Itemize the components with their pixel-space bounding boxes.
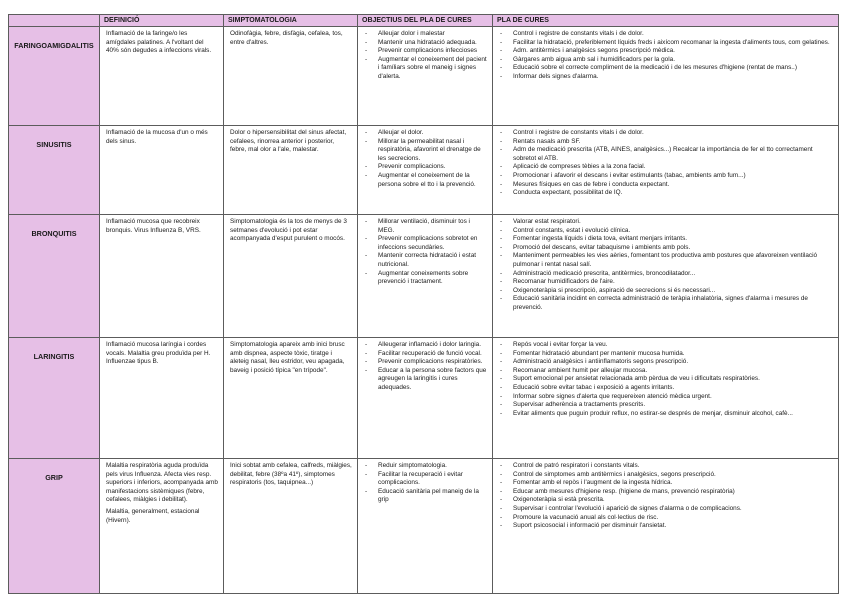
list-item: - Control constants, estat i evolució clínica. (499, 227, 833, 236)
table-row (9, 215, 839, 338)
table-row (9, 126, 839, 215)
list-item: - Informar dels signes d'alarma. (499, 73, 833, 82)
list-item: - Promoció del descans, evitar tabaquisme i ambients amb pols. (499, 244, 833, 253)
header-corner (9, 15, 100, 27)
list-item: - Educar amb mesures d'higiene resp. (higiene de mans, prevenció respiratòria) (499, 488, 833, 497)
definition-cell (100, 459, 224, 594)
list-item: - Fomentar ingesta líquids i dieta tova, evitant menjars irritants. (499, 235, 833, 244)
list-item: - Manteniment permeables les vies aèries, fomentant tos productiva amb postures que afavoreixen ventilació pulmonar i rentat nasal salí. (499, 252, 833, 269)
list-item: - Promoure la vacunació anual als col·lectius de risc. (499, 514, 833, 523)
list-item: - Control i registre de constants vitals i de dolor. (499, 129, 833, 138)
symptoms-cell-text: Inici sobtat amb cefalea, calfreds, miàlgies, debilitat, febre (38ºa 41º), simptomes respiratoris (tos, taquipnea...) (230, 462, 352, 487)
list-item: - Valorar estat respiratori. (499, 218, 833, 227)
objectives-cell (358, 126, 493, 215)
header-definicio: DEFINICIÓ (100, 15, 224, 27)
care-plan-cell-list (499, 218, 833, 313)
list-item: - Recomanar humidificadors de l'aire. (499, 278, 833, 287)
row-header: GRIP (9, 459, 100, 594)
definition-cell-text: Malaltia, generalment, estacional (Hivern). (106, 507, 200, 524)
definition-cell (100, 215, 224, 338)
care-plan-table (8, 14, 839, 594)
list-item: - Augmentar el coneixement de la persona sobre el tto i la prevenció. (364, 172, 487, 189)
list-item: - Prevenir complicacions. (364, 163, 487, 172)
list-item: - Oxigenoteràpia si prescripció, aspiració de secrecions si és necessari... (499, 287, 833, 296)
definition-cell-text: Inflamació de la faringe/o les amígdales palatines. A l'voltant del 40% són degudes a infeccions virals. (106, 30, 212, 55)
definition-cell (100, 27, 224, 126)
list-item: - Prevenir complicacions infeccioses (364, 47, 487, 56)
list-item: - Mesures físiques en cas de febre i conducta expectant. (499, 181, 833, 190)
list-item: - Evitar aliments que puguin produir reflux, no estirar-se després de menjar, disminuir alcohol, cafè... (499, 410, 833, 419)
list-item: - Aplicació de compreses tèbies a la zona facial. (499, 163, 833, 172)
list-item: - Reduir simptomatologia. (364, 462, 487, 471)
symptoms-cell (224, 338, 358, 459)
list-item: - Control de simptomes amb antitèrmics i analgèsics, segons prescripció. (499, 471, 833, 480)
list-item: - Educació sobre el correcte compliment de la medicació i de les mesures d'higiene (rentat de mans..) (499, 64, 833, 73)
symptoms-cell-text: Dolor o hipersensibilitat del sinus afectat, cefalees, rinorrea anterior i posterior, febre, mal olor a l'ale, malestar. (230, 129, 347, 154)
list-item: - Millorar ventilació, disminuir tos i MEG. (364, 218, 487, 235)
row-header: FARINGOAMIGDALITIS (9, 27, 100, 126)
care-plan-cell (493, 459, 839, 594)
row-header: BRONQUITIS (9, 215, 100, 338)
objectives-cell-list (364, 462, 487, 505)
list-item: - Educació sanitària pel maneig de la grip (364, 488, 487, 505)
list-item: - Alleujar el dolor. (364, 129, 487, 138)
table-row (9, 27, 839, 126)
list-item: - Suport emocional per ansietat relacionada amb pèrdua de veu i dificultats respiratòries. (499, 375, 833, 384)
list-item: - Educació sanitària incidint en correcta administració de teràpia inhalatòria, signes d'alarma i mesures de prevenció. (499, 295, 833, 312)
list-item: - Control de patró respiratori i constants vitals. (499, 462, 833, 471)
list-item: - Gàrgares amb aigua amb sal i humidificadors per la gola. (499, 56, 833, 65)
list-item: - Prevenir complicacions respiratòries. (364, 358, 487, 367)
list-item: - Administració analgèsics i antiinflamatoris segons prescripció. (499, 358, 833, 367)
symptoms-cell-text: Simptomatologia apareix amb inici brusc amb dispnea, aspecte tòxic, tiratge i aleteig nasal, lleu estridor, veu apagada, baveig i posició típica "en trípode". (230, 341, 345, 374)
care-plan-cell (493, 27, 839, 126)
header-objectius: OBJECTIUS DEL PLA DE CURES (358, 15, 493, 27)
symptoms-cell (224, 215, 358, 338)
list-item: - Educar a la persona sobre factors que agreugen la laringitis i cures adequades. (364, 367, 487, 393)
objectives-cell (358, 338, 493, 459)
list-item: - Oxigenoteràpia si està prescrita. (499, 496, 833, 505)
definition-cell-text: Inflamació mucosa laríngia i cordes vocals. Malaltia greu produïda per H. Influenzae tipus B. (106, 341, 211, 366)
list-item: - Fomentar hidratació abundant per mantenir mucosa humida. (499, 350, 833, 359)
list-item: - Supervisar adherència a tractaments prescrits. (499, 401, 833, 410)
list-item: - Educació sobre evitar tabac i exposició a agents irritants. (499, 384, 833, 393)
list-item: - Adm. antitèrmics i analgèsics segons prescripció mèdica. (499, 47, 833, 56)
symptoms-cell (224, 459, 358, 594)
definition-cell-text: Inflamació de la mucosa d'un o més dels sinus. (106, 129, 208, 145)
list-item: - Administració medicació prescrita, antitèrmics, broncodilatador... (499, 270, 833, 279)
list-item: - Augmentar coneixements sobre prevenció i tractament. (364, 270, 487, 287)
table-header-row (9, 15, 839, 27)
table-body (9, 27, 839, 594)
list-item: - Adm de medicació prescrita (ATB, AINES, analgèsics...) Recalcar la importància de fer el tto correctament sobretot el ATB. (499, 146, 833, 163)
list-item: - Rentats nasals amb SF. (499, 138, 833, 147)
care-plan-cell (493, 215, 839, 338)
header-pla-de-cures: PLA DE CURES (493, 15, 839, 27)
list-item: - Suport psicosocial i informació per disminuir l'ansietat. (499, 522, 833, 531)
table-row (9, 459, 839, 594)
objectives-cell-list (364, 30, 487, 82)
symptoms-cell-text: Simptomatologia és la tos de menys de 3 setmanes d'evolució i pot estar acompanyada d'esput purulent o mocós. (230, 218, 347, 243)
objectives-cell (358, 215, 493, 338)
objectives-cell (358, 459, 493, 594)
list-item: - Alleujar dolor i malestar (364, 30, 487, 39)
list-item: - Facilitar la hidratació, preferiblement líquids freds i aixícom recomanar la ingesta d'aliments tous, com gelatines. (499, 39, 833, 48)
list-item: - Alleugerar inflamació i dolor laringia. (364, 341, 487, 350)
list-item: - Augmentar el coneixement del pacient i famíliars sobre el maneig i signes d'alerta. (364, 56, 487, 82)
care-plan-cell-list (499, 341, 833, 418)
list-item: - Facilitar la recuperació i evitar complicacions. (364, 471, 487, 488)
list-item: - Supervisar i controlar l'evolució i aparició de signes d'alarma o de complicacions. (499, 505, 833, 514)
definition-cell (100, 338, 224, 459)
care-plan-cell-list (499, 129, 833, 198)
list-item: - Promocionar i afavorir el descans i evitar estimulants (tabac, ambients amb fum...) (499, 172, 833, 181)
definition-cell-text: Inflamació mucosa que recobreix bronquis. Virus Influenza B, VRS. (106, 218, 201, 234)
list-item: - Recomanar ambient humit per alleujar mucosa. (499, 367, 833, 376)
list-item: - Repós vocal i evitar forçar la veu. (499, 341, 833, 350)
list-item: - Conducta expectant, possibilitat de IQ. (499, 189, 833, 198)
table-row (9, 338, 839, 459)
definition-cell-text: Malaltia respiratòria aguda produïda pels virus Influenza. Afecta vies resp. superiors i inferiors, acompanyada amb manifestacions sistèmiques (febre, cefalees, miàlgies i debilitat). (106, 462, 218, 504)
care-plan-cell (493, 338, 839, 459)
list-item: - Millorar la permeabilitat nasal i respiratòria, afavorint el drenatge de les secrecions. (364, 138, 487, 164)
objectives-cell-list (364, 129, 487, 189)
list-item: - Fomentar amb el repòs i l'augment de la ingesta hídrica. (499, 479, 833, 488)
care-plan-cell (493, 126, 839, 215)
objectives-cell (358, 27, 493, 126)
objectives-cell-list (364, 341, 487, 393)
care-plan-cell-list (499, 462, 833, 531)
care-plan-cell-list (499, 30, 833, 82)
definition-cell (100, 126, 224, 215)
list-item: - Mantenir una hidratació adequada. (364, 39, 487, 48)
row-header: SINUSITIS (9, 126, 100, 215)
list-item: - Facilitar recuperació de funció vocal. (364, 350, 487, 359)
list-item: - Control i registre de constants vitals i de dolor. (499, 30, 833, 39)
symptoms-cell (224, 27, 358, 126)
list-item: - Informar sobre signes d'alerta que requereixen atenció mèdica urgent. (499, 393, 833, 402)
row-header: LARINGITIS (9, 338, 100, 459)
objectives-cell-list (364, 218, 487, 287)
symptoms-cell-text: Odinofàgia, febre, disfàgia, cefalea, tos, entre d'altres. (230, 30, 343, 46)
symptoms-cell (224, 126, 358, 215)
header-simptomatologia: SIMPTOMATOLOGIA (224, 15, 358, 27)
list-item: - Mantenir correcta hidratació i estat nutricional. (364, 252, 487, 269)
list-item: - Prevenir complicacions sobretot en infeccions secundàries. (364, 235, 487, 252)
